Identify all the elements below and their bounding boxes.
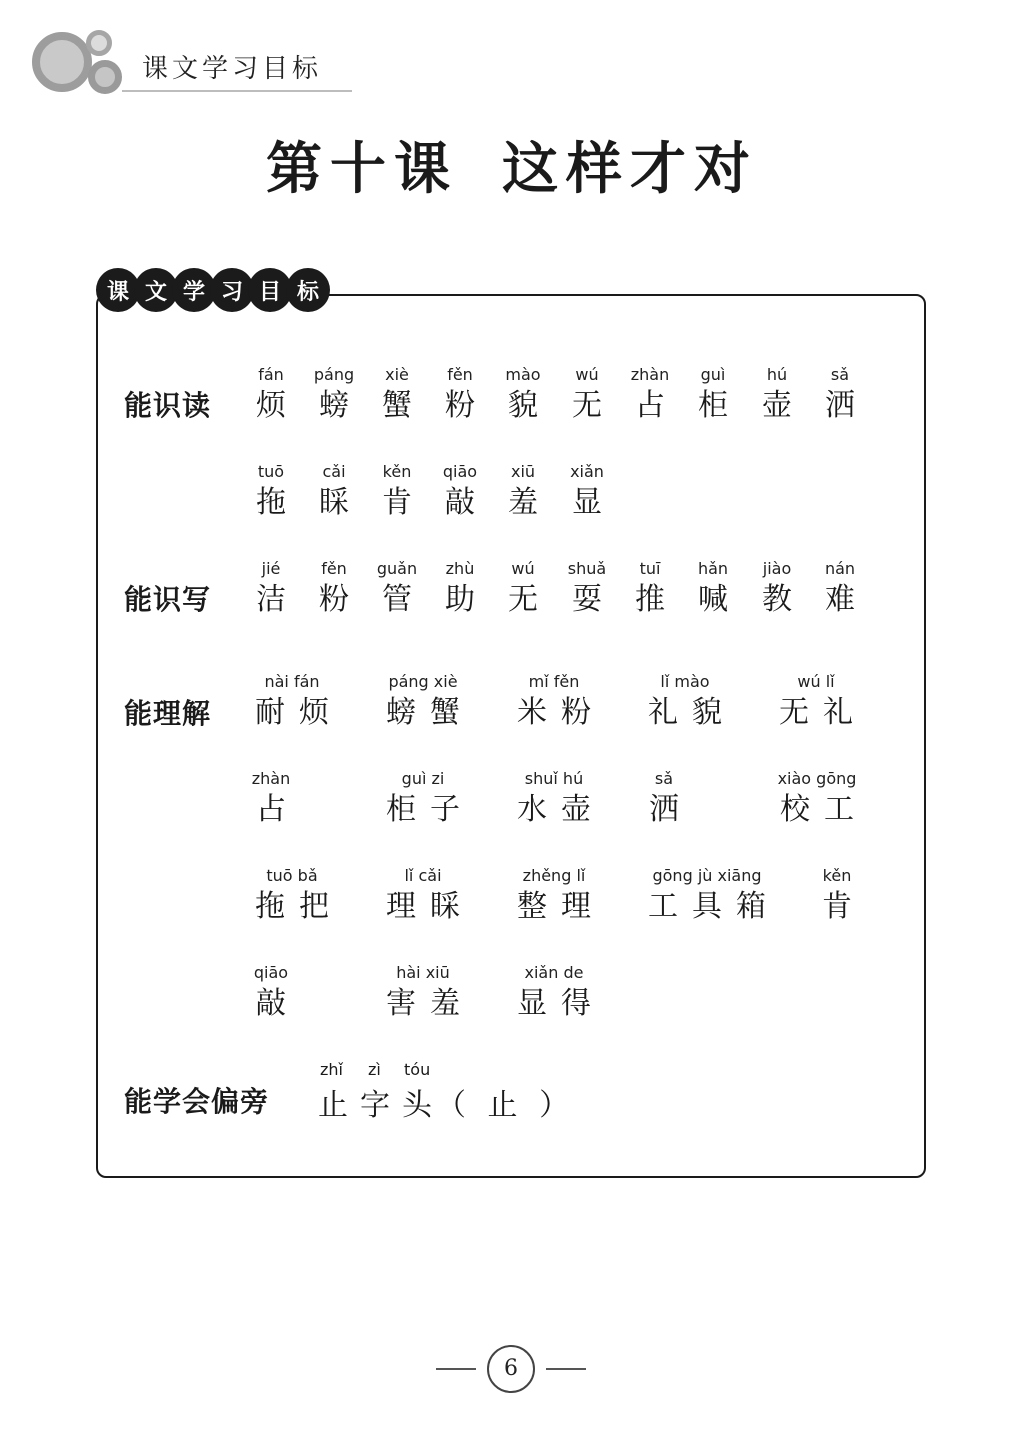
word-item: hài xiū 害羞 — [386, 963, 474, 1021]
char-item: páng 螃 — [313, 365, 355, 423]
char-item: qiāo 敲 — [442, 462, 478, 520]
word-item: páng xiè 螃蟹 — [386, 672, 474, 730]
page-rule-left — [436, 1368, 476, 1370]
label-write: 能识写 — [124, 583, 212, 616]
word-item: tuō bǎ 拖把 — [255, 866, 343, 924]
char-item: hǎn 喊 — [697, 559, 729, 617]
char-item: guì 柜 — [698, 365, 728, 423]
badge-char: 标 — [286, 268, 330, 312]
char-item: guǎn 管 — [376, 559, 418, 617]
radical-shape: （ 止 ） — [436, 1088, 576, 1123]
decor-circle-icon — [88, 60, 122, 94]
word-item: shuǐ hú 水壶 — [517, 769, 605, 827]
char-item: tuī 推 — [635, 559, 665, 617]
lesson-name: 这样才对 — [502, 137, 758, 202]
char-item: xiè 蟹 — [382, 365, 412, 423]
word-item: zhàn 占 — [251, 769, 300, 827]
badge-char: 目 — [248, 268, 292, 312]
char-item: wú 无 — [508, 559, 538, 617]
word-item: xiào gōng 校工 — [777, 769, 868, 827]
char-item: shuǎ 耍 — [567, 559, 607, 617]
char-item: jié 洁 — [256, 559, 286, 617]
char-item: zhù 助 — [445, 559, 475, 617]
badge-char: 习 — [210, 268, 254, 312]
char-item: tuō 拖 — [256, 462, 286, 520]
page-rule-right — [546, 1368, 586, 1370]
word-item: nài fán 耐烦 — [255, 672, 343, 730]
char-item: nán 难 — [824, 559, 856, 617]
header-title: 课文学习目标 — [142, 54, 323, 84]
badge-char: 课 — [96, 268, 140, 312]
lesson-number: 第十课 — [266, 137, 458, 202]
lesson-title — [0, 125, 1024, 205]
decor-circle-icon — [86, 30, 112, 56]
badge-char: 学 — [172, 268, 216, 312]
radical-pinyin: zhǐ — [320, 1060, 343, 1079]
radical-char: 头 — [402, 1088, 432, 1123]
decor-circle-icon — [32, 32, 92, 92]
word-item: gōng jù xiāng 工具箱 — [648, 866, 780, 924]
word-item: kěn 肯 — [822, 866, 866, 924]
word-item: mǐ fěn 米粉 — [517, 672, 605, 730]
objectives-box — [96, 294, 926, 1178]
radical-char: 止 — [318, 1088, 348, 1123]
word-item: wú lǐ 无礼 — [779, 672, 867, 730]
word-item: guì zi 柜子 — [386, 769, 474, 827]
badge-char: 文 — [134, 268, 178, 312]
char-item: xiū 羞 — [508, 462, 538, 520]
char-item: wú 无 — [572, 365, 602, 423]
word-item: xiǎn de 显得 — [517, 963, 605, 1021]
page-number: 6 — [487, 1345, 535, 1393]
char-item: sǎ 洒 — [825, 365, 855, 423]
word-item: qiāo 敲 — [253, 963, 300, 1021]
word-item: zhěng lǐ 整理 — [517, 866, 605, 924]
radical-pinyin: tóu — [404, 1060, 431, 1079]
char-item: zhàn 占 — [630, 365, 670, 423]
label-read: 能识读 — [124, 389, 212, 422]
header-underline — [122, 90, 352, 92]
char-item: cǎi 睬 — [319, 462, 349, 520]
radical-pinyin: zì — [368, 1060, 381, 1079]
char-item: kěn 肯 — [382, 462, 412, 520]
char-item: fán 烦 — [256, 365, 286, 423]
char-item: mào 貌 — [505, 365, 541, 423]
char-item: xiǎn 显 — [570, 462, 604, 520]
radical-char: 字 — [360, 1088, 390, 1123]
word-item: sǎ 洒 — [649, 769, 693, 827]
char-item: jiào 教 — [762, 559, 792, 617]
char-item: fěn 粉 — [319, 559, 349, 617]
objectives-badge — [96, 268, 324, 314]
label-radical: 能学会偏旁 — [124, 1085, 270, 1118]
word-item: lǐ mào 礼貌 — [648, 672, 736, 730]
section-header — [30, 28, 360, 100]
char-item: fěn 粉 — [445, 365, 475, 423]
label-understand: 能理解 — [124, 697, 212, 730]
word-item: lǐ cǎi 理睬 — [386, 866, 474, 924]
char-item: hú 壶 — [762, 365, 792, 423]
